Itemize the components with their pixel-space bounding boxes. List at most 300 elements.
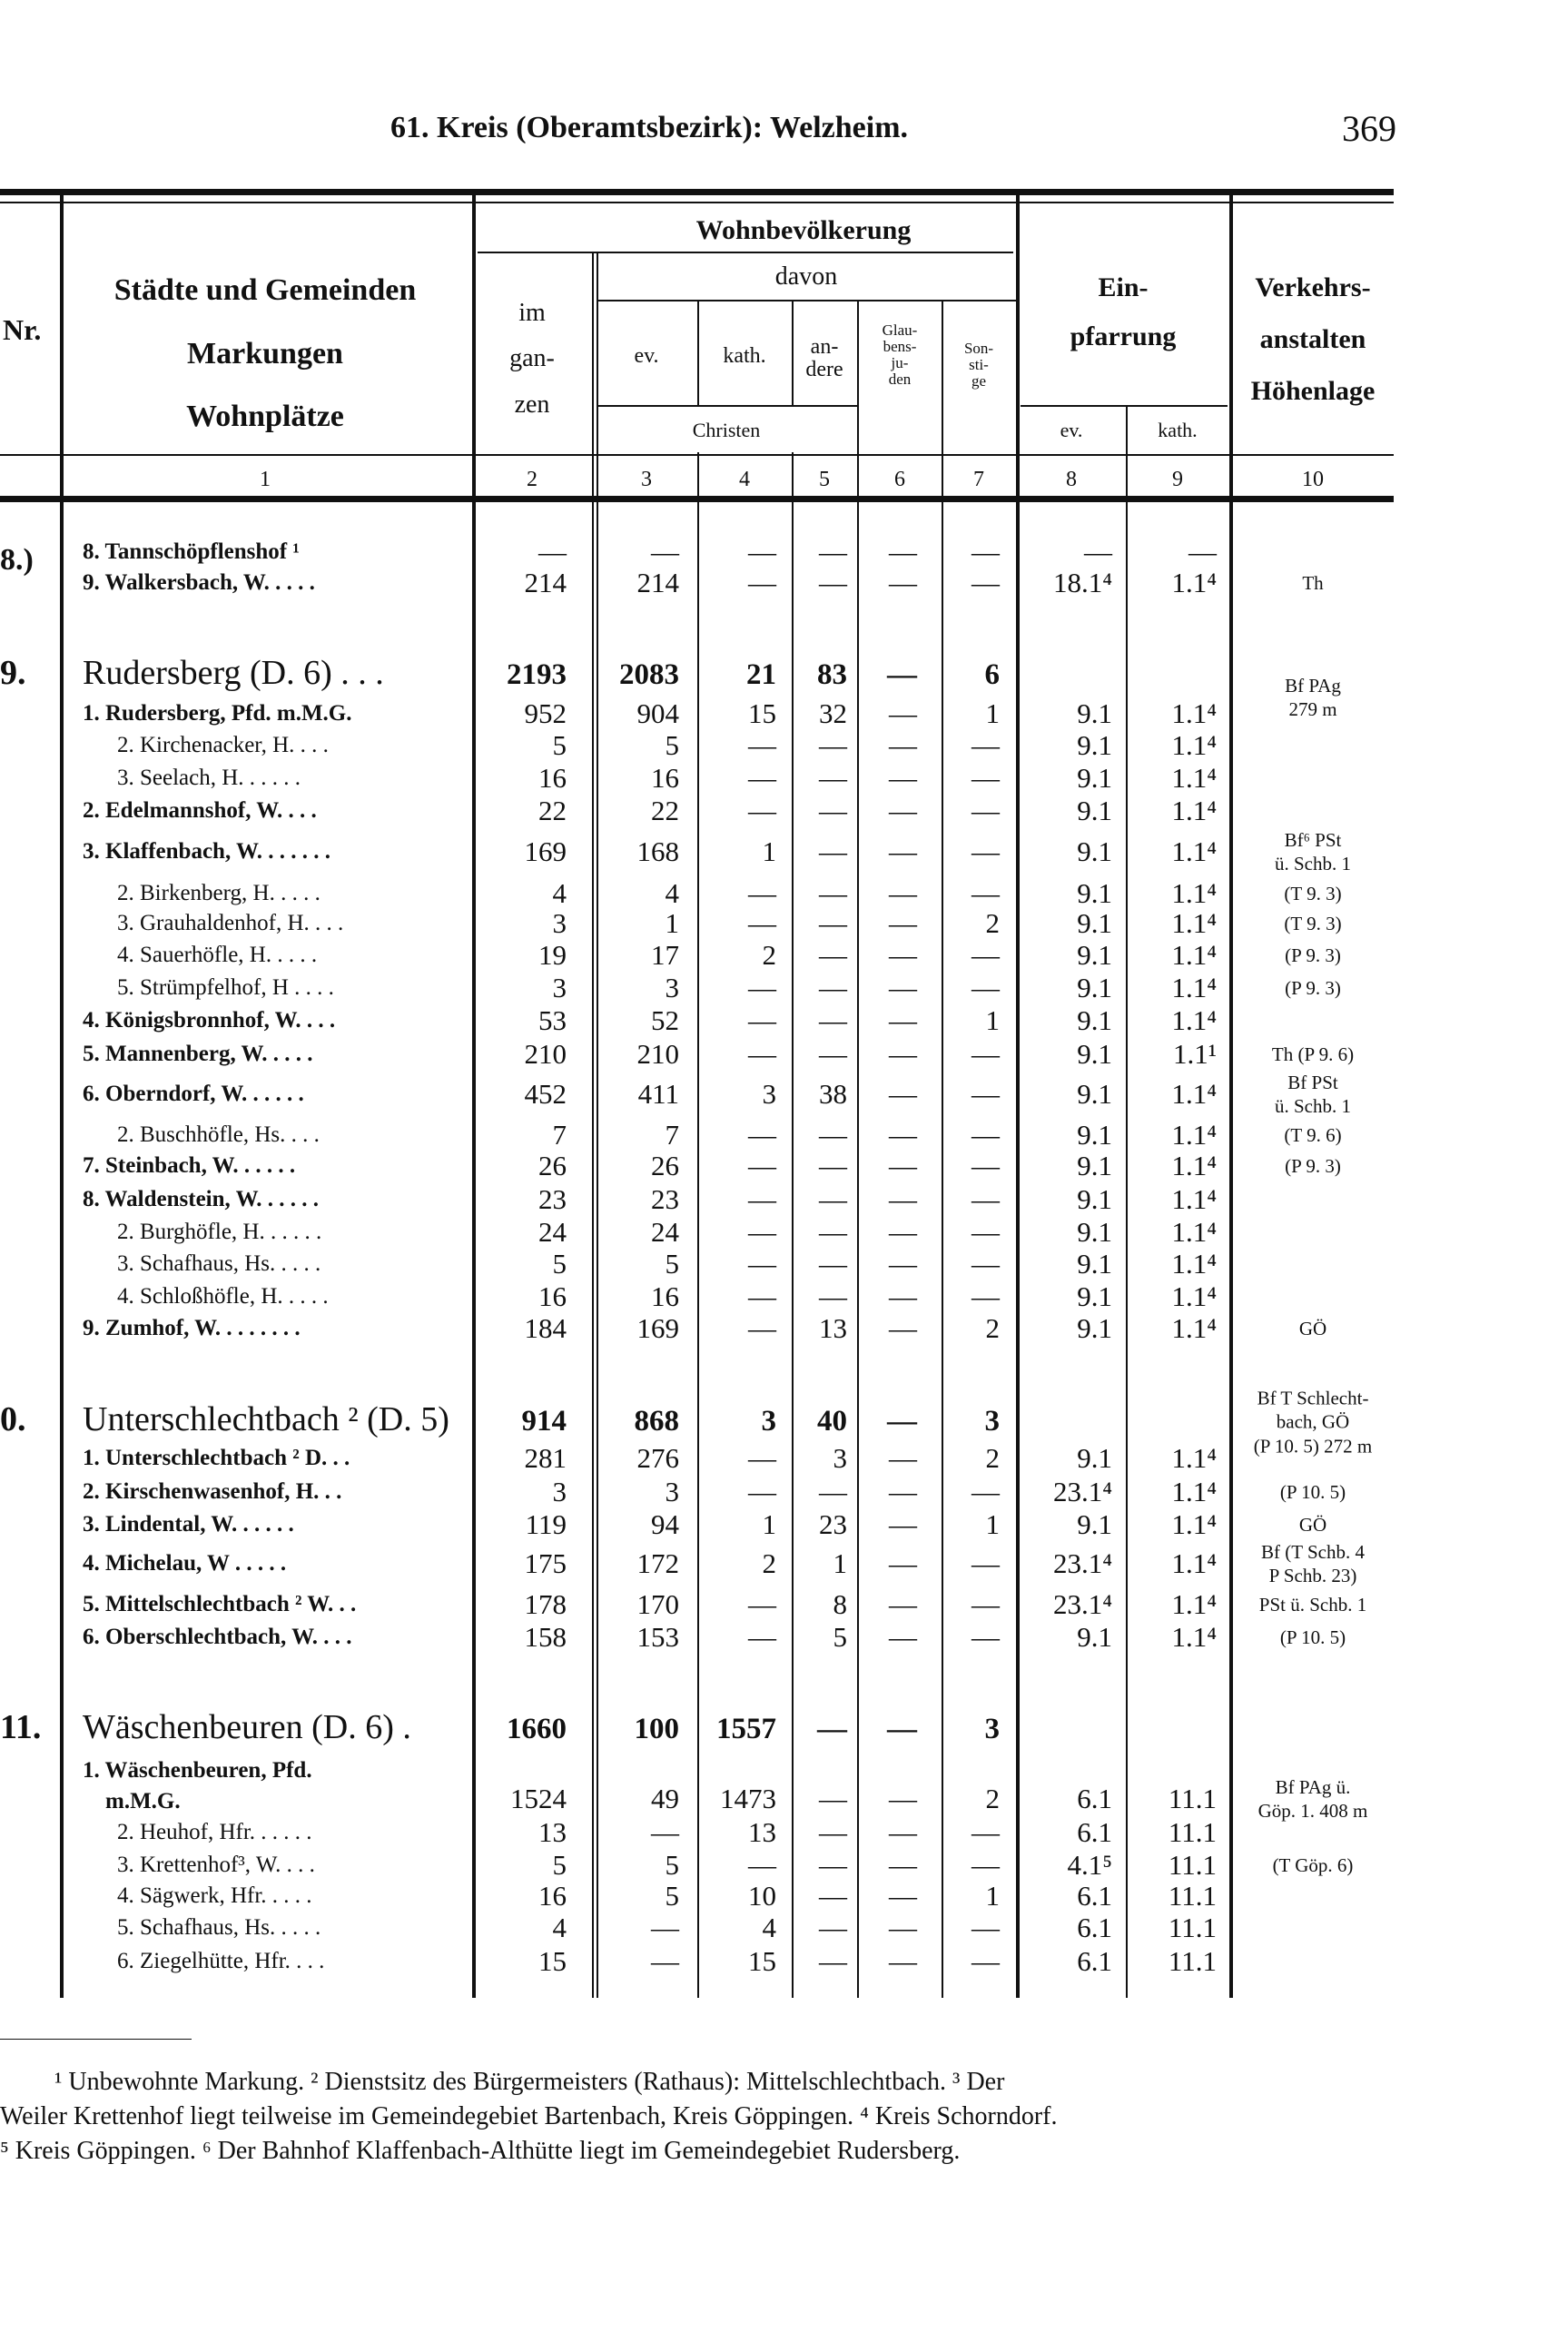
cell-pfarr-kath: 1.1⁴: [1171, 1183, 1217, 1215]
cell-ev: —: [651, 1945, 679, 1977]
cell-ev: 94: [651, 1508, 679, 1540]
header-nr: Nr.: [3, 313, 42, 346]
row-number: 0.: [0, 1400, 26, 1438]
cell-andere: —: [819, 1119, 847, 1151]
place-name: 6. Ziegelhütte, Hfr. . . .: [117, 1949, 325, 1973]
cell-pfarr-kath: 1.1⁴: [1171, 1150, 1217, 1181]
header-davon: davon: [774, 262, 838, 291]
cell-sonstige: —: [971, 762, 1000, 794]
cell-pfarr-kath: 11.1: [1168, 1945, 1217, 1977]
cell-verkehr: (P 10. 5): [1279, 1480, 1346, 1503]
cell-andere: —: [819, 1004, 847, 1036]
cell-total: 24: [538, 1216, 567, 1248]
table-row: [0, 939, 1568, 972]
cell-pfarr-ev: 9.1: [1077, 1183, 1112, 1215]
cell-pfarr-ev: 9.1: [1077, 1508, 1112, 1540]
cell-total: 1660: [507, 1713, 567, 1745]
cell-pfarr-kath: 1.1⁴: [1171, 1508, 1217, 1540]
top-thin-rule: [0, 202, 1394, 203]
place-name: 2. Kirchenacker, H. . . .: [117, 733, 329, 757]
cell-sonstige: 3: [984, 1713, 1000, 1745]
cell-verkehr: Bf PAg ü. Göp. 1. 408 m: [1257, 1775, 1368, 1822]
cell-glaubensjuden: —: [889, 795, 917, 826]
cell-pfarr-ev: 6.1: [1077, 1912, 1112, 1943]
cell-pfarr-ev: 23.1⁴: [1052, 1476, 1112, 1507]
cell-ev: 1: [665, 907, 679, 939]
cell-glaubensjuden: —: [889, 1004, 917, 1036]
place-name: 6. Oberschlechtbach, W. . . .: [83, 1625, 352, 1649]
cell-sonstige: —: [971, 1248, 1000, 1280]
cell-pfarr-ev: 9.1: [1077, 1216, 1112, 1248]
cell-sonstige: 1: [985, 1508, 1000, 1540]
cell-ev: 5: [665, 1248, 679, 1280]
table-row: [0, 762, 1568, 795]
footnote-rule: [0, 2039, 192, 2040]
cell-kath: —: [748, 795, 776, 826]
column-divider: [697, 300, 699, 405]
header-christen: Christen: [692, 419, 761, 441]
cell-glaubensjuden: —: [889, 1508, 917, 1540]
cell-total: 452: [524, 1078, 567, 1110]
cell-pfarr-kath: 1.1⁴: [1171, 939, 1217, 971]
place-name: 2. Edelmannshof, W. . . .: [83, 798, 317, 823]
cell-andere: —: [819, 1945, 847, 1977]
cell-pfarr-ev: 9.1: [1077, 972, 1112, 1003]
place-name: 3. Grauhaldenhof, H. . . .: [117, 911, 344, 935]
cell-pfarr-ev: 9.1: [1077, 1442, 1112, 1474]
cell-andere: 23: [819, 1508, 847, 1540]
place-name: 3. Krettenhof³, W. . . .: [117, 1853, 315, 1877]
cell-total: 5: [552, 1849, 567, 1881]
place-name: Wäschenbeuren (D. 6) .: [83, 1708, 411, 1746]
rule: [478, 252, 1013, 253]
table-row: [0, 907, 1568, 940]
header-im-ganzen: im gan- zen: [509, 299, 555, 419]
cell-pfarr-ev: 9.1: [1077, 1280, 1112, 1312]
cell-glaubensjuden: —: [889, 1476, 917, 1507]
place-name: 4. Sägwerk, Hfr. . . . .: [117, 1883, 312, 1908]
cell-kath: —: [748, 1004, 776, 1036]
cell-sonstige: 6: [984, 658, 1000, 691]
cell-pfarr-kath: 1.1⁴: [1171, 697, 1217, 729]
cell-glaubensjuden: —: [889, 835, 917, 867]
cell-andere: —: [819, 1849, 847, 1881]
cell-glaubensjuden: —: [889, 1783, 917, 1814]
cell-total: 175: [524, 1547, 567, 1579]
cell-total: 16: [538, 1280, 567, 1312]
place-name: 9. Zumhof, W. . . . . . . .: [83, 1316, 301, 1340]
table-row: [0, 1880, 1568, 1912]
cell-total: 16: [538, 762, 567, 794]
cell-pfarr-ev: 6.1: [1077, 1783, 1112, 1814]
cell-ev: 100: [634, 1713, 679, 1745]
cell-total: 5: [552, 1248, 567, 1280]
cell-kath: —: [748, 1119, 776, 1151]
cell-andere: —: [819, 939, 847, 971]
table-row: [0, 972, 1568, 1004]
cell-andere: —: [819, 1880, 847, 1912]
cell-andere: —: [819, 1476, 847, 1507]
cell-kath: 21: [746, 658, 776, 691]
table-row: [0, 729, 1568, 762]
cell-pfarr-kath: 1.1⁴: [1171, 1119, 1217, 1151]
cell-verkehr: (T 9. 6): [1284, 1123, 1342, 1146]
cell-glaubensjuden: —: [889, 1912, 917, 1943]
column-number: 3: [641, 468, 652, 491]
row-number: 11.: [0, 1708, 42, 1746]
cell-andere: —: [819, 1816, 847, 1848]
cell-total: 2193: [507, 658, 567, 691]
header-sonstige: Son- sti- ge: [963, 340, 994, 390]
cell-andere: 32: [819, 697, 847, 729]
cell-glaubensjuden: —: [889, 1280, 917, 1312]
table-row: [0, 536, 1568, 568]
cell-sonstige: —: [971, 1816, 1000, 1848]
cell-andere: 40: [817, 1405, 847, 1438]
cell-andere: 83: [817, 658, 847, 691]
cell-pfarr-kath: 1.1⁴: [1171, 972, 1217, 1003]
table-row: [0, 795, 1568, 827]
header-wohnbevoelkerung: Wohnbevölkerung: [695, 215, 912, 245]
cell-pfarr-kath: 11.1: [1168, 1849, 1217, 1881]
cell-kath: 1: [762, 835, 776, 867]
place-name: 3. Lindental, W. . . . . .: [83, 1512, 294, 1537]
table-row: [0, 1912, 1568, 1944]
cell-ev: 904: [636, 697, 679, 729]
cell-ev: —: [651, 1912, 679, 1943]
cell-verkehr: Bf PAg 279 m: [1285, 674, 1341, 720]
cell-sonstige: 2: [985, 1783, 1000, 1814]
header-ev: ev.: [634, 344, 659, 368]
cell-verkehr: PSt ü. Schb. 1: [1258, 1593, 1367, 1616]
cell-pfarr-kath: 11.1: [1168, 1912, 1217, 1943]
cell-kath: 1557: [716, 1713, 776, 1745]
cell-sonstige: —: [971, 1150, 1000, 1181]
cell-sonstige: —: [971, 1912, 1000, 1943]
cell-pfarr-ev: 9.1: [1077, 1119, 1112, 1151]
place-name: 1. Wäschenbeuren, Pfd. m.M.G.: [83, 1758, 312, 1813]
cell-ev: 411: [637, 1078, 679, 1110]
rule: [597, 405, 857, 407]
cell-sonstige: —: [971, 1588, 1000, 1620]
cell-verkehr: (P 10. 5): [1279, 1626, 1346, 1648]
cell-andere: —: [819, 835, 847, 867]
cell-total: 3: [552, 972, 567, 1003]
cell-ev: 52: [651, 1004, 679, 1036]
cell-sonstige: 3: [984, 1405, 1000, 1438]
cell-sonstige: —: [971, 1621, 1000, 1653]
cell-pfarr-ev: 9.1: [1077, 1150, 1112, 1181]
cell-andere: —: [819, 1150, 847, 1181]
cell-total: 23: [538, 1183, 567, 1215]
cell-kath: 13: [748, 1816, 776, 1848]
cell-sonstige: —: [971, 1849, 1000, 1881]
table-row: [0, 877, 1568, 910]
cell-kath: 2: [762, 1547, 776, 1579]
header-glaubensjuden: Glau- bens- ju- den: [882, 321, 918, 388]
cell-ev: 24: [651, 1216, 679, 1248]
column-number: 1: [260, 468, 271, 491]
cell-kath: —: [748, 1150, 776, 1181]
place-name: 2. Heuhof, Hfr. . . . . .: [117, 1820, 312, 1844]
cell-andere: 38: [819, 1078, 847, 1110]
cell-total: 4: [552, 877, 567, 909]
column-number: 6: [894, 468, 905, 491]
cell-total: 7: [552, 1119, 567, 1151]
column-number: 10: [1302, 468, 1324, 491]
cell-verkehr: (T 9. 3): [1284, 912, 1342, 934]
cell-pfarr-kath: 1.1⁴: [1171, 1621, 1217, 1653]
cell-verkehr: Th: [1302, 571, 1324, 594]
top-rule: [0, 189, 1394, 195]
cell-andere: —: [819, 972, 847, 1003]
column-divider: [792, 300, 794, 405]
cell-ev: 3: [665, 972, 679, 1003]
place-name: 9. Walkersbach, W. . . . .: [83, 570, 315, 595]
cell-andere: 13: [819, 1312, 847, 1344]
place-name: 2. Kirschenwasenhof, H. . .: [83, 1479, 342, 1504]
table-row: [0, 1476, 1568, 1508]
place-name: 7. Steinbach, W. . . . . .: [83, 1153, 296, 1178]
table-row: [0, 1248, 1568, 1280]
table-row: [0, 1216, 1568, 1249]
cell-pfarr-ev: 23.1⁴: [1052, 1547, 1112, 1579]
column-number: 2: [527, 468, 537, 491]
cell-verkehr: GÖ: [1298, 1317, 1327, 1339]
place-name: 2. Birkenberg, H. . . . .: [117, 881, 321, 905]
cell-total: 22: [538, 795, 567, 826]
header-verkehr: Verkehrs- anstalten Höhenlage: [1250, 272, 1376, 406]
cell-glaubensjuden: —: [889, 1547, 917, 1579]
header-kath: kath.: [723, 344, 766, 368]
table-row: [0, 1038, 1568, 1071]
place-name: 3. Schafhaus, Hs. . . . .: [117, 1251, 321, 1276]
cell-ev: 868: [634, 1405, 679, 1438]
cell-andere: —: [819, 795, 847, 826]
cell-andere: 3: [833, 1442, 847, 1474]
cell-kath: 10: [748, 1880, 776, 1912]
cell-pfarr-ev: 9.1: [1077, 795, 1112, 826]
cell-glaubensjuden: —: [889, 877, 917, 909]
cell-pfarr-kath: 1.1⁴: [1171, 1312, 1217, 1344]
cell-glaubensjuden: —: [889, 939, 917, 971]
header-einpfarrung: Ein- pfarrung: [1070, 272, 1177, 351]
cell-verkehr: Th (P 9. 6): [1271, 1043, 1355, 1065]
cell-verkehr: Bf⁶ PSt ü. Schb. 1: [1275, 828, 1351, 875]
cell-pfarr-ev: 9.1: [1077, 1078, 1112, 1110]
table-row: [0, 1508, 1568, 1541]
footnote-line: ⁵ Kreis Göppingen. ⁶ Der Bahnhof Klaffenbach-Althütte liegt im Gemeindegebiet Rudersberg.: [0, 2137, 961, 2165]
cell-sonstige: —: [971, 536, 1000, 568]
cell-sonstige: 2: [985, 1312, 1000, 1344]
cell-andere: —: [819, 1280, 847, 1312]
cell-glaubensjuden: —: [889, 1038, 917, 1070]
table-row: [0, 1312, 1568, 1345]
place-name: 8. Tannschöpflenshof ¹: [83, 539, 300, 564]
place-name: 2. Burghöfle, H. . . . . .: [117, 1220, 322, 1244]
cell-glaubensjuden: —: [889, 729, 917, 761]
cell-kath: —: [748, 1280, 776, 1312]
cell-total: 214: [524, 567, 567, 598]
cell-sonstige: —: [971, 1183, 1000, 1215]
cell-andere: —: [819, 1183, 847, 1215]
cell-andere: —: [819, 1783, 847, 1814]
column-number: 7: [973, 468, 984, 491]
cell-pfarr-ev: 9.1: [1077, 939, 1112, 971]
cell-pfarr-ev: 9.1: [1077, 1248, 1112, 1280]
table-row: [0, 1708, 1568, 1746]
cell-ev: 7: [665, 1119, 679, 1151]
table-row: [0, 1119, 1568, 1151]
cell-ev: 170: [636, 1588, 679, 1620]
table-row: [0, 1621, 1568, 1654]
cell-sonstige: 1: [985, 697, 1000, 729]
cell-glaubensjuden: —: [889, 1248, 917, 1280]
footnote-line: Weiler Krettenhof liegt teilweise im Gemeindegebiet Bartenbach, Kreis Göppingen. ⁴ Kreis Schorndorf.: [0, 2102, 1058, 2130]
cell-kath: 1473: [720, 1783, 776, 1814]
cell-verkehr: Bf (T Schb. 4 P Schb. 23): [1261, 1540, 1365, 1586]
cell-sonstige: —: [971, 1119, 1000, 1151]
cell-ev: —: [651, 536, 679, 568]
place-name: 1. Rudersberg, Pfd. m.M.G.: [83, 701, 352, 726]
cell-glaubensjuden: —: [887, 1405, 917, 1438]
place-name: Unterschlechtbach ² (D. 5): [83, 1400, 449, 1438]
place-name: 5. Mittelschlechtbach ² W. . .: [83, 1592, 357, 1616]
cell-total: 53: [538, 1004, 567, 1036]
cell-verkehr: GÖ: [1298, 1513, 1327, 1536]
cell-andere: 1: [833, 1547, 847, 1579]
cell-glaubensjuden: —: [889, 1216, 917, 1248]
cell-ev: 169: [636, 1312, 679, 1344]
cell-andere: —: [817, 1713, 847, 1745]
cell-pfarr-kath: 1.1⁴: [1171, 795, 1217, 826]
cell-total: 16: [538, 1880, 567, 1912]
cell-kath: 3: [762, 1078, 776, 1110]
cell-kath: 3: [761, 1405, 776, 1438]
cell-ev: 172: [636, 1547, 679, 1579]
cell-kath: —: [748, 729, 776, 761]
cell-pfarr-kath: 1.1⁴: [1171, 1442, 1217, 1474]
cell-pfarr-ev: 6.1: [1077, 1880, 1112, 1912]
cell-pfarr-kath: 11.1: [1168, 1783, 1217, 1814]
cell-total: 13: [538, 1816, 567, 1848]
table-row: [0, 1071, 1568, 1117]
row-number: 9.: [0, 654, 26, 692]
cell-andere: 5: [833, 1621, 847, 1653]
cell-glaubensjuden: —: [889, 1078, 917, 1110]
cell-pfarr-kath: 1.1⁴: [1171, 567, 1217, 598]
cell-pfarr-ev: 9.1: [1077, 762, 1112, 794]
footnote-line: ¹ Unbewohnte Markung. ² Dienstsitz des Bürgermeisters (Rathaus): Mittelschlechtbach. ³ Der: [54, 2068, 1005, 2096]
cell-total: 19: [538, 939, 567, 971]
cell-ev: 16: [651, 762, 679, 794]
cell-total: 158: [524, 1621, 567, 1653]
place-name: 3. Seelach, H. . . . . .: [117, 766, 301, 790]
place-name: 6. Oberndorf, W. . . . . .: [83, 1082, 304, 1106]
cell-total: 26: [538, 1150, 567, 1181]
cell-sonstige: —: [971, 1038, 1000, 1070]
cell-pfarr-ev: 9.1: [1077, 835, 1112, 867]
cell-total: 119: [525, 1508, 567, 1540]
cell-sonstige: —: [971, 1078, 1000, 1110]
header-pf-kath: kath.: [1158, 419, 1198, 441]
cell-total: 952: [524, 697, 567, 729]
cell-andere: —: [819, 877, 847, 909]
rule: [597, 300, 1016, 301]
table-row: [0, 1183, 1568, 1216]
cell-verkehr: (P 9. 3): [1285, 1154, 1341, 1177]
continuation-nr: 8.): [0, 543, 34, 577]
cell-sonstige: —: [971, 877, 1000, 909]
cell-ev: 5: [665, 1880, 679, 1912]
cell-total: 184: [524, 1312, 567, 1344]
cell-pfarr-kath: 1.1⁴: [1171, 907, 1217, 939]
cell-ev: 4: [665, 877, 679, 909]
cell-pfarr-kath: 1.1⁴: [1171, 1216, 1217, 1248]
cell-ev: 16: [651, 1280, 679, 1312]
cell-andere: —: [819, 729, 847, 761]
cell-kath: —: [748, 1588, 776, 1620]
cell-kath: —: [748, 1312, 776, 1344]
cell-total: —: [538, 536, 567, 568]
cell-pfarr-kath: 1.1⁴: [1171, 1248, 1217, 1280]
cell-pfarr-ev: —: [1084, 536, 1112, 568]
cell-kath: —: [748, 567, 776, 598]
place-name: 5. Schafhaus, Hs. . . . .: [117, 1915, 321, 1940]
cell-sonstige: —: [971, 795, 1000, 826]
cell-glaubensjuden: —: [889, 907, 917, 939]
cell-ev: 5: [665, 729, 679, 761]
cell-glaubensjuden: —: [889, 972, 917, 1003]
page-number: 369: [1342, 108, 1396, 149]
cell-verkehr: (P 9. 3): [1285, 976, 1341, 999]
cell-andere: —: [819, 907, 847, 939]
cell-pfarr-kath: 1.1¹: [1172, 1038, 1217, 1070]
cell-verkehr: (T 9. 3): [1284, 882, 1342, 904]
place-name: Rudersberg (D. 6) . . .: [83, 654, 384, 692]
cell-glaubensjuden: —: [889, 1442, 917, 1474]
table-row: [0, 1588, 1568, 1621]
cell-kath: —: [748, 1183, 776, 1215]
cell-pfarr-ev: 9.1: [1077, 729, 1112, 761]
cell-pfarr-ev: 6.1: [1077, 1816, 1112, 1848]
cell-verkehr: Bf T Schlecht- bach, GÖ (P 10. 5) 272 m: [1253, 1387, 1373, 1458]
cell-sonstige: —: [971, 972, 1000, 1003]
table-row: [0, 1540, 1568, 1586]
cell-pfarr-kath: 1.1⁴: [1171, 877, 1217, 909]
cell-glaubensjuden: —: [887, 1713, 917, 1745]
cell-kath: —: [748, 1248, 776, 1280]
cell-kath: —: [748, 1216, 776, 1248]
cell-glaubensjuden: —: [889, 1849, 917, 1881]
table-row: [0, 1004, 1568, 1037]
cell-kath: 4: [762, 1912, 776, 1943]
cell-kath: —: [748, 1038, 776, 1070]
cell-ev: 5: [665, 1849, 679, 1881]
column-number: 4: [739, 468, 750, 491]
cell-total: 1524: [510, 1783, 567, 1814]
cell-pfarr-ev: 9.1: [1077, 1038, 1112, 1070]
cell-glaubensjuden: —: [889, 567, 917, 598]
cell-sonstige: —: [971, 729, 1000, 761]
cell-pfarr-ev: 4.1⁵: [1067, 1849, 1112, 1881]
place-name: 4. Königsbronnhof, W. . . .: [83, 1008, 336, 1033]
cell-ev: 276: [636, 1442, 679, 1474]
place-name: 4. Schloßhöfle, H. . . . .: [117, 1284, 329, 1309]
cell-andere: —: [819, 1216, 847, 1248]
cell-ev: 3: [665, 1476, 679, 1507]
cell-ev: 214: [636, 567, 679, 598]
